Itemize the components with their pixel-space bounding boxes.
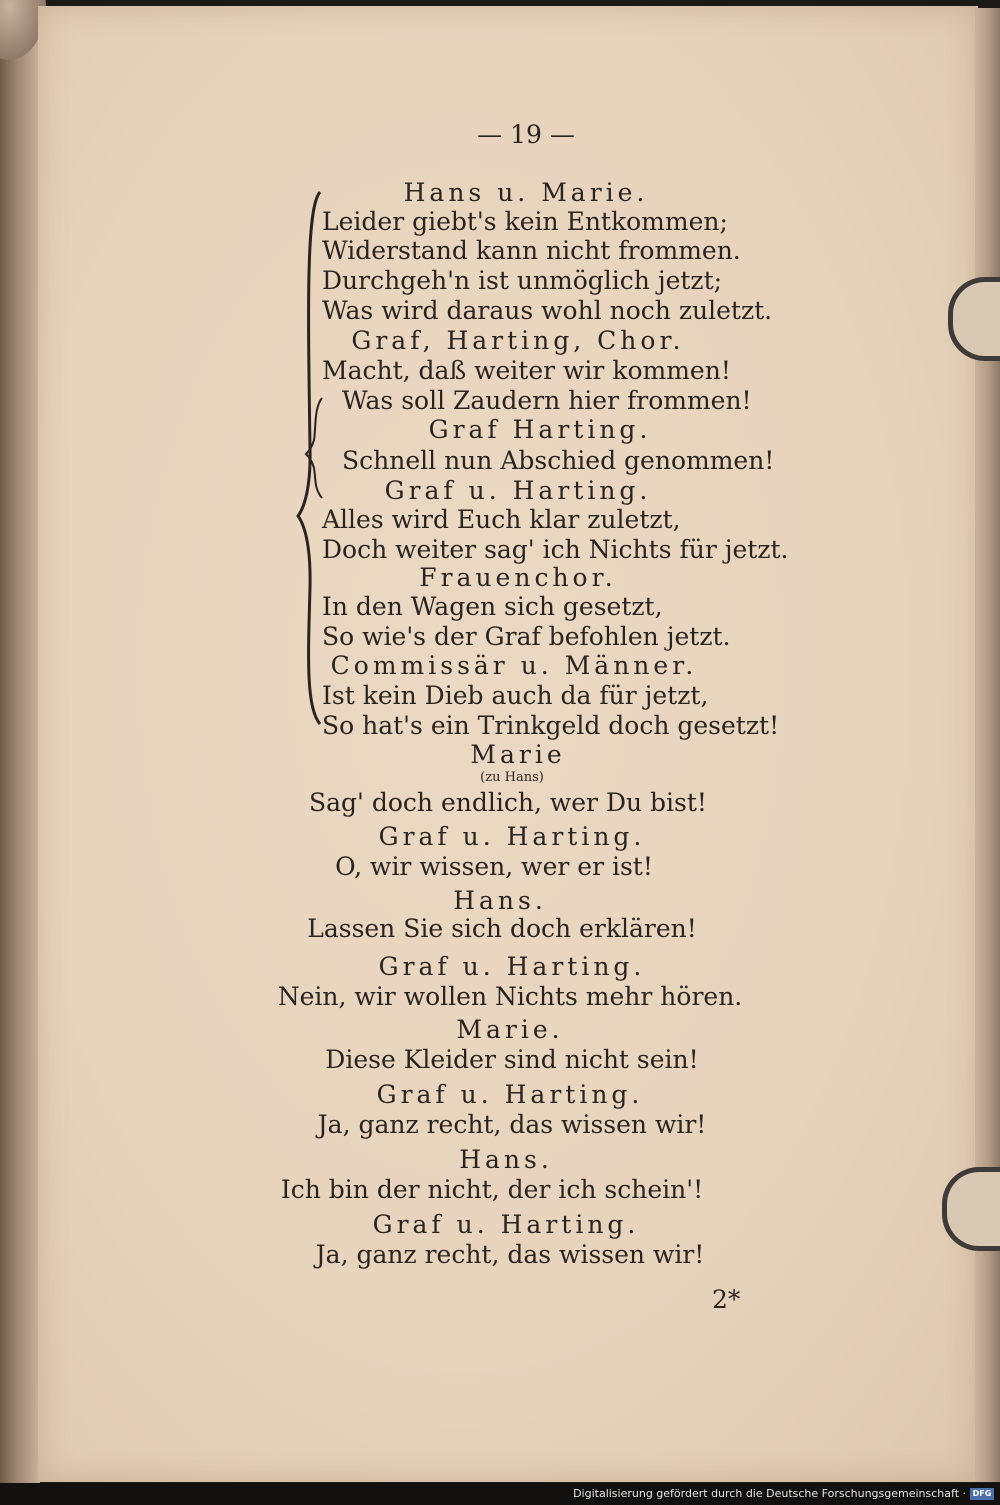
speaker-label: Marie. — [456, 1015, 564, 1044]
speaker-label: Hans. — [453, 886, 547, 915]
speaker-label: Graf u. Harting. — [372, 1210, 640, 1239]
speaker-label: Graf, Harting, Chor. — [351, 326, 685, 355]
verse-line: Ja, ganz recht, das wissen wir! — [315, 1240, 705, 1269]
verse-line: Doch weiter sag' ich Nichts für jetzt. — [322, 535, 789, 564]
speaker-label: Graf u. Harting. — [378, 952, 646, 981]
footer-credit: Digitalisierung gefördert durch die Deutsche Forschungsgemeinschaft · — [573, 1487, 966, 1500]
speaker-label: Commissär u. Männer. — [330, 651, 698, 680]
speaker-label: Marie — [470, 740, 566, 769]
verse-line: Was soll Zaudern hier frommen! — [342, 386, 752, 415]
verse-line: So wie's der Graf befohlen jetzt. — [322, 622, 731, 651]
speaker-label: Hans u. Marie. — [403, 178, 649, 207]
speaker-label: Graf u. Harting. — [384, 476, 652, 505]
verse-line: Diese Kleider sind nicht sein! — [325, 1045, 699, 1074]
verse-line: Was wird daraus wohl noch zuletzt. — [322, 296, 773, 325]
verse-line: Sag' doch endlich, wer Du bist! — [309, 788, 707, 817]
speaker-label: Hans. — [459, 1145, 553, 1174]
verse-line: Ich bin der nicht, der ich schein'! — [280, 1175, 704, 1204]
verse-line: Leider giebt's kein Entkommen; — [322, 207, 728, 236]
speaker-label: Graf u. Harting. — [378, 822, 646, 851]
verse-line: In den Wagen sich gesetzt, — [322, 592, 663, 621]
stage-direction: (zu Hans) — [480, 770, 544, 785]
verse-line: Ja, ganz recht, das wissen wir! — [317, 1110, 707, 1139]
digitization-footer — [0, 1483, 1000, 1505]
verse-line: Alles wird Euch klar zuletzt, — [322, 505, 681, 534]
verse-line: Nein, wir wollen Nichts mehr hören. — [277, 982, 743, 1011]
verse-line: So hat's ein Trinkgeld doch gesetzt! — [322, 711, 780, 740]
verse-line: Ist kein Dieb auch da für jetzt, — [322, 681, 709, 710]
verse-line: Lassen Sie sich doch erklären! — [307, 914, 697, 943]
verse-line: Widerstand kann nicht frommen. — [322, 236, 741, 265]
speaker-label: Frauenchor. — [419, 563, 617, 592]
verse-line: Durchgeh'n ist unmöglich jetzt; — [322, 266, 723, 295]
signature-mark: 2* — [712, 1285, 741, 1314]
speaker-label: Graf Harting. — [428, 415, 652, 444]
verse-line: Macht, daß weiter wir kommen! — [322, 356, 731, 385]
verse-line: O, wir wissen, wer er ist! — [335, 852, 653, 881]
speaker-label: Graf u. Harting. — [376, 1080, 644, 1109]
verse-line: Schnell nun Abschied genommen! — [342, 446, 775, 475]
page-number: — 19 — — [477, 120, 575, 149]
dfg-logo-icon: DFG — [970, 1488, 994, 1500]
